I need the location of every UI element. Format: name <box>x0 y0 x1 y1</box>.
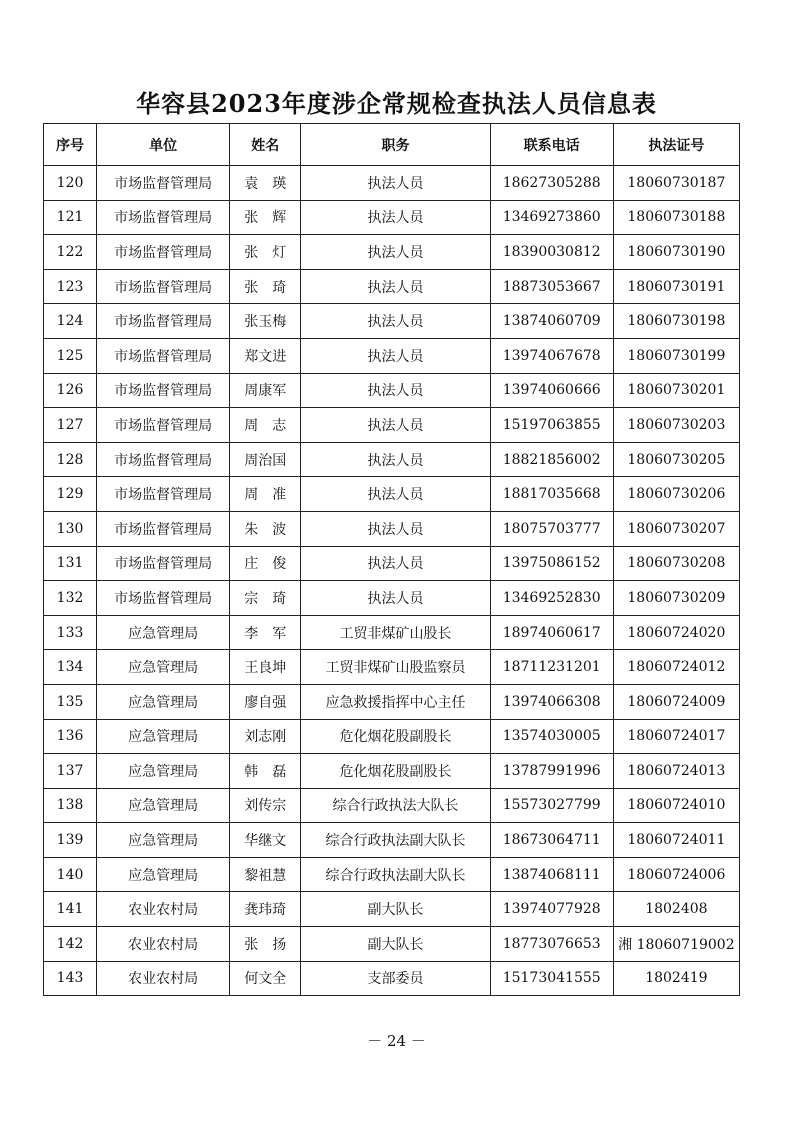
table-row <box>44 408 740 443</box>
cell-unit: 应急管理局 <box>97 857 230 892</box>
cell-position: 综合行政执法大队长 <box>301 788 490 823</box>
cell-position: 执法人员 <box>301 477 490 512</box>
cell-position: 工贸非煤矿山股长 <box>301 615 490 650</box>
table-row <box>44 788 740 823</box>
cell-position: 执法人员 <box>301 338 490 373</box>
cell-cert-no: 18060724020 <box>613 615 739 650</box>
cell-cert-no: 18060724013 <box>613 754 739 789</box>
table-row <box>44 511 740 546</box>
table-row <box>44 546 740 581</box>
cell-seq: 122 <box>44 235 97 270</box>
cell-seq: 137 <box>44 754 97 789</box>
table-row <box>44 650 740 685</box>
cell-position: 执法人员 <box>301 442 490 477</box>
cell-cert-no: 18060730188 <box>613 200 739 235</box>
cell-phone: 13874060709 <box>490 304 613 339</box>
cell-name: 张 灯 <box>230 235 301 270</box>
cell-name: 韩 磊 <box>230 754 301 789</box>
cell-name: 张玉梅 <box>230 304 301 339</box>
cell-seq: 121 <box>44 200 97 235</box>
cell-unit: 市场监督管理局 <box>97 511 230 546</box>
header-phone: 联系电话 <box>490 124 613 166</box>
table-row <box>44 823 740 858</box>
cell-name: 廖自强 <box>230 684 301 719</box>
cell-phone: 13974067678 <box>490 338 613 373</box>
table-row <box>44 961 740 996</box>
cell-name: 李 军 <box>230 615 301 650</box>
cell-seq: 141 <box>44 892 97 927</box>
cell-phone: 18390030812 <box>490 235 613 270</box>
cell-unit: 市场监督管理局 <box>97 581 230 616</box>
table-row <box>44 235 740 270</box>
cell-seq: 143 <box>44 961 97 996</box>
cell-cert-no: 18060724010 <box>613 788 739 823</box>
table-row <box>44 892 740 927</box>
cell-cert-no: 18060730209 <box>613 581 739 616</box>
cell-name: 庄 俊 <box>230 546 301 581</box>
header-seq: 序号 <box>44 124 97 166</box>
cell-name: 朱 波 <box>230 511 301 546</box>
cell-seq: 140 <box>44 857 97 892</box>
cell-name: 周治国 <box>230 442 301 477</box>
cell-phone: 15573027799 <box>490 788 613 823</box>
cell-seq: 132 <box>44 581 97 616</box>
cell-cert-no: 18060730206 <box>613 477 739 512</box>
cell-cert-no: 18060724011 <box>613 823 739 858</box>
table-row <box>44 442 740 477</box>
cell-name: 袁 瑛 <box>230 166 301 201</box>
cell-cert-no: 18060730203 <box>613 408 739 443</box>
cell-name: 宗 琦 <box>230 581 301 616</box>
cell-phone: 15173041555 <box>490 961 613 996</box>
header-unit: 单位 <box>97 124 230 166</box>
cell-cert-no: 18060730198 <box>613 304 739 339</box>
cell-unit: 农业农村局 <box>97 892 230 927</box>
table-row <box>44 269 740 304</box>
cell-position: 危化烟花股副股长 <box>301 754 490 789</box>
cell-unit: 农业农村局 <box>97 927 230 962</box>
table-row <box>44 166 740 201</box>
cell-name: 龚玮琦 <box>230 892 301 927</box>
cell-position: 副大队长 <box>301 892 490 927</box>
cell-unit: 应急管理局 <box>97 754 230 789</box>
cell-name: 周 准 <box>230 477 301 512</box>
header-position: 职务 <box>301 124 490 166</box>
cell-unit: 市场监督管理局 <box>97 338 230 373</box>
header-name: 姓名 <box>230 124 301 166</box>
table-row <box>44 754 740 789</box>
cell-unit: 市场监督管理局 <box>97 235 230 270</box>
cell-phone: 13974077928 <box>490 892 613 927</box>
cell-seq: 126 <box>44 373 97 408</box>
cell-seq: 124 <box>44 304 97 339</box>
cell-phone: 18627305288 <box>490 166 613 201</box>
cell-cert-no: 18060730191 <box>613 269 739 304</box>
cell-name: 刘传宗 <box>230 788 301 823</box>
cell-position: 综合行政执法副大队长 <box>301 857 490 892</box>
table-row <box>44 684 740 719</box>
cell-seq: 134 <box>44 650 97 685</box>
cell-seq: 138 <box>44 788 97 823</box>
cell-seq: 139 <box>44 823 97 858</box>
cell-name: 周康军 <box>230 373 301 408</box>
cell-unit: 市场监督管理局 <box>97 304 230 339</box>
cell-phone: 13469273860 <box>490 200 613 235</box>
cell-phone: 18974060617 <box>490 615 613 650</box>
cell-position: 执法人员 <box>301 373 490 408</box>
cell-phone: 13874068111 <box>490 857 613 892</box>
cell-cert-no: 1802419 <box>613 961 739 996</box>
cell-name: 张 琦 <box>230 269 301 304</box>
cell-phone: 13974066308 <box>490 684 613 719</box>
cell-unit: 应急管理局 <box>97 823 230 858</box>
cell-cert-no: 18060724012 <box>613 650 739 685</box>
cell-seq: 128 <box>44 442 97 477</box>
cell-seq: 130 <box>44 511 97 546</box>
cell-phone: 15197063855 <box>490 408 613 443</box>
cell-cert-no: 18060730205 <box>613 442 739 477</box>
cell-phone: 18873053667 <box>490 269 613 304</box>
cell-unit: 市场监督管理局 <box>97 200 230 235</box>
cell-seq: 136 <box>44 719 97 754</box>
cell-name: 华继文 <box>230 823 301 858</box>
cell-unit: 市场监督管理局 <box>97 166 230 201</box>
cell-phone: 18773076653 <box>490 927 613 962</box>
cell-seq: 120 <box>44 166 97 201</box>
cell-cert-no: 湘 18060719002 <box>613 927 739 962</box>
cell-position: 副大队长 <box>301 927 490 962</box>
cell-name: 郑文进 <box>230 338 301 373</box>
header-cert-no: 执法证号 <box>613 124 739 166</box>
cell-position: 执法人员 <box>301 304 490 339</box>
table-row <box>44 338 740 373</box>
cell-cert-no: 18060730201 <box>613 373 739 408</box>
cell-position: 执法人员 <box>301 546 490 581</box>
cell-seq: 129 <box>44 477 97 512</box>
cell-cert-no: 18060724006 <box>613 857 739 892</box>
table-row <box>44 304 740 339</box>
cell-unit: 市场监督管理局 <box>97 546 230 581</box>
cell-name: 王良坤 <box>230 650 301 685</box>
cell-cert-no: 18060730207 <box>613 511 739 546</box>
cell-unit: 市场监督管理局 <box>97 269 230 304</box>
cell-seq: 123 <box>44 269 97 304</box>
table-row <box>44 857 740 892</box>
cell-name: 张 辉 <box>230 200 301 235</box>
cell-unit: 市场监督管理局 <box>97 477 230 512</box>
cell-seq: 133 <box>44 615 97 650</box>
cell-phone: 13975086152 <box>490 546 613 581</box>
cell-seq: 142 <box>44 927 97 962</box>
cell-cert-no: 18060730187 <box>613 166 739 201</box>
cell-cert-no: 18060730199 <box>613 338 739 373</box>
cell-phone: 18711231201 <box>490 650 613 685</box>
cell-unit: 市场监督管理局 <box>97 373 230 408</box>
table-row <box>44 200 740 235</box>
cell-position: 执法人员 <box>301 511 490 546</box>
cell-name: 黎祖慧 <box>230 857 301 892</box>
cell-seq: 135 <box>44 684 97 719</box>
cell-position: 执法人员 <box>301 166 490 201</box>
table-header-row <box>44 124 740 166</box>
cell-position: 执法人员 <box>301 408 490 443</box>
cell-phone: 13574030005 <box>490 719 613 754</box>
cell-seq: 125 <box>44 338 97 373</box>
cell-name: 何文全 <box>230 961 301 996</box>
cell-cert-no: 18060724017 <box>613 719 739 754</box>
cell-cert-no: 18060724009 <box>613 684 739 719</box>
cell-unit: 农业农村局 <box>97 961 230 996</box>
cell-position: 执法人员 <box>301 200 490 235</box>
cell-unit: 应急管理局 <box>97 684 230 719</box>
cell-phone: 18673064711 <box>490 823 613 858</box>
table-row <box>44 615 740 650</box>
cell-position: 工贸非煤矿山股监察员 <box>301 650 490 685</box>
cell-name: 周 志 <box>230 408 301 443</box>
cell-phone: 13469252830 <box>490 581 613 616</box>
personnel-table <box>43 123 740 996</box>
table-body <box>44 166 740 996</box>
cell-unit: 应急管理局 <box>97 719 230 754</box>
cell-name: 刘志刚 <box>230 719 301 754</box>
cell-cert-no: 18060730190 <box>613 235 739 270</box>
cell-unit: 市场监督管理局 <box>97 408 230 443</box>
page-title: 华容县2023年度涉企常规检查执法人员信息表 <box>136 89 657 118</box>
cell-position: 执法人员 <box>301 269 490 304</box>
cell-unit: 应急管理局 <box>97 650 230 685</box>
table-row <box>44 373 740 408</box>
cell-seq: 127 <box>44 408 97 443</box>
cell-seq: 131 <box>44 546 97 581</box>
cell-unit: 应急管理局 <box>97 788 230 823</box>
cell-position: 支部委员 <box>301 961 490 996</box>
cell-phone: 13787991996 <box>490 754 613 789</box>
table-row <box>44 477 740 512</box>
cell-cert-no: 1802408 <box>613 892 739 927</box>
cell-phone: 18817035668 <box>490 477 613 512</box>
cell-unit: 市场监督管理局 <box>97 442 230 477</box>
table-row <box>44 927 740 962</box>
cell-unit: 应急管理局 <box>97 615 230 650</box>
cell-position: 综合行政执法副大队长 <box>301 823 490 858</box>
page-number: － 24 － <box>367 1032 426 1050</box>
table-row <box>44 581 740 616</box>
cell-name: 张 扬 <box>230 927 301 962</box>
cell-phone: 13974060666 <box>490 373 613 408</box>
cell-cert-no: 18060730208 <box>613 546 739 581</box>
cell-position: 应急救援指挥中心主任 <box>301 684 490 719</box>
cell-position: 危化烟花股副股长 <box>301 719 490 754</box>
cell-phone: 18821856002 <box>490 442 613 477</box>
cell-position: 执法人员 <box>301 235 490 270</box>
table-row <box>44 719 740 754</box>
cell-position: 执法人员 <box>301 581 490 616</box>
cell-phone: 18075703777 <box>490 511 613 546</box>
